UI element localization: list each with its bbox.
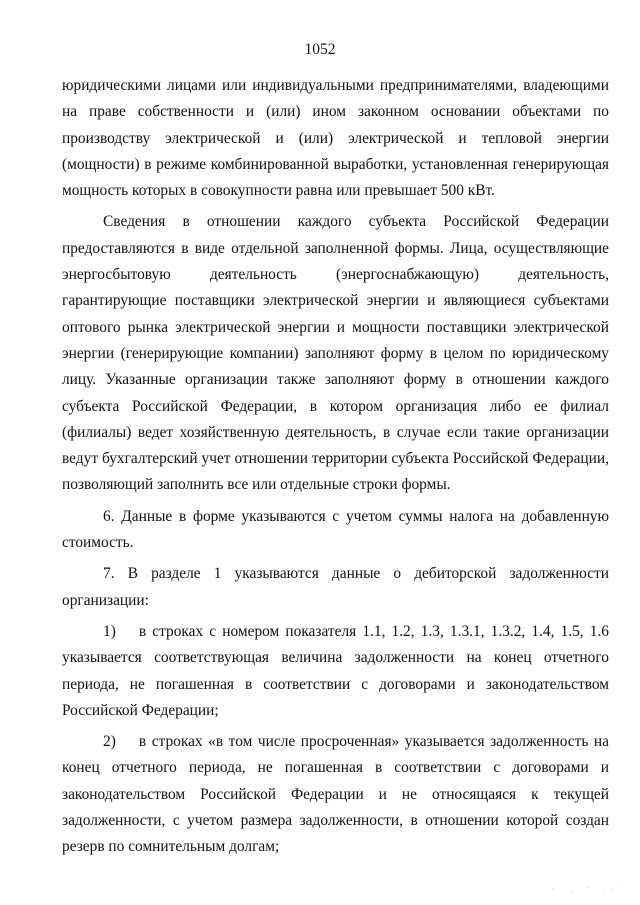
paragraph-item-7: 7. В разделе 1 указываются данные о дебиторской задолженности организации:: [62, 565, 609, 609]
paragraph-continuation: юридическими лицами или индивидуальными предпринимателями, владеющими на праве собственности и (или) ином законном основании объектами по производству электрической и (или) электрической и тепловой энергии (мощности) в режиме комбинированной выработки, установленная генерирующая мощность которых в совокупности равна или превышает 500 кВт.: [62, 77, 609, 200]
page-number: 1052: [304, 41, 336, 58]
paragraph-item-7-2: 2) в строках «в том числе просроченная» указывается задолженность на конец отчетного периода, не погашенная в соответствии с договорами и законодательством Российской Федерации и не относящаяся к текущей задолженности, с учетом размера задолженности, в отношении которой создан резерв по сомнительным долгам;: [62, 733, 609, 856]
paragraph-svedeniya: Сведения в отношении каждого субъекта Российской Федерации предоставляются в виде отдельной заполненной формы. Лица, осуществляющие энергосбытовую деятельность (энергоснабжающую) деятельность, гарантирующие поставщики электрической энергии и являющиеся субъектами оптового рынка электрической энергии и мощности поставщики электрической энергии (генерирующие компании) заполняют форму в целом по юридическому лицу. Указанные организации также заполняют форму в отношении каждого субъекта Российской Федерации, в котором организация либо ее филиал (филиалы) ведет хозяйственную деятельность, в случае если такие организации ведут бухгалтерский учет отношении территории субъекта Российской Федерации, позволяющий заполнить все или отдельные строки формы.: [62, 213, 609, 494]
paragraph-item-6: 6. Данные в форме указываются с учетом суммы налога на добавленную стоимость.: [62, 507, 609, 552]
paragraph-item-7-1: 1) в строках с номером показателя 1.1, 1.2, 1.3, 1.3.1, 1.3.2, 1.4, 1.5, 1.6 указывается соответствующая величина задолженности на конец отчетного периода, не погашенная в соответствии с договорами и законодательством Российской Федерации;: [62, 622, 609, 719]
document-body: [62, 73, 609, 861]
